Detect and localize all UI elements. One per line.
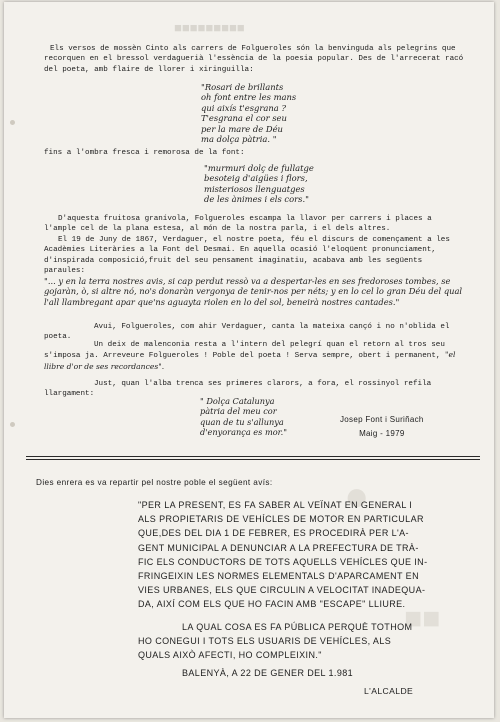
notice-body: "PER LA PRESENT, ES FA SABER AL VEÏNAT EN GENERAL I ALS PROPIETARIS DE VEHÍCLES DE MOTOR EN PARTICULAR QUE,DES DEL DIA 1 DE FEBRER, ES PROCEDIRÀ PER L'A- GENT MUNICIPAL A DENUNCIAR A LA PREFECTURA DE TRÀ- FIC ELS CONDUCTORS DE TOTS AQUELLS VEHÍCLES QUE IN- FRINGEIXIN LES NORMES ELEMENTALS D'APARCAMENT EN VIES URBANES, ELS QUE CIRCULIN A VELOCITAT INADEQUA- DA, AIXÍ COM ELS QUE HO FACIN AMB "ESCAPE" LLIURE. <box>138 500 428 610</box>
section-divider-2 <box>26 459 480 460</box>
place-date: BALENYÀ, A 22 DE GENER DEL 1.981 <box>182 668 354 678</box>
paragraph-5: Just, quan l'alba trenca ses primeres clarors, a fora, el rossinyol refila llargament: <box>44 380 432 399</box>
paragraph-3: Avui, Folgueroles, com ahir Verdaguer, canta la mateixa cançó i no n'oblida el poeta. <box>44 323 450 342</box>
verse-1: "Rosari de brillants oh font entre les mans qui aixís t'esgrana ? T'esgrana el cor seu per la mare de Déu ma dolça pàtria. " <box>201 82 297 145</box>
paragraph-4: Un deix de malenconia resta a l'intern del pelegrí quan el retorn al tros seu s'imposa ja. Arreveure Folgueroles ! Poble del poeta ! Serva sempre, obert i permanent, "el llibre d'or de ses recordances". <box>44 341 456 371</box>
bleed-through: ● <box>344 472 370 519</box>
author-signature <box>340 414 424 440</box>
author-name: Josep Font i Suriñach <box>340 415 424 424</box>
signer: L'ALCALDE <box>364 686 414 696</box>
binding-hole <box>10 120 15 125</box>
document-page <box>4 2 494 718</box>
binding-hole <box>10 422 15 427</box>
notice-intro: Dies enrera es va repartir pel nostre poble el següent avís: <box>36 478 273 487</box>
bleed-through: ■■ <box>404 602 441 635</box>
author-date: Maig - 1979 <box>359 429 405 438</box>
verdaguer-quote: "... y en la terra nostres avis, si cap perdut ressò va a despertar-les en ses fredoroses tombes, se gojaràn, ò, si altre nó, no's donaràn vergonya de tenir-nos per néts; y en lo cel lo gran Déu del qual l'all llambregant apar que'ns aguayta riolen en lo del sol, beneirà nostres cantades." <box>44 276 463 307</box>
verse-2: "murmuri dolç de fullatge besoteig d'aigües i flors, misteriosos llenguatges de les ànimes i els cors." <box>204 163 314 205</box>
notice-body-2: LA QUAL COSA ES FA PÚBLICA PERQUÈ TOTHOM HO CONEGUI I TOTS ELS USUARIS DE VEHÍCLES, ALS QUALS AIXÒ AFECTI, HO COMPLEIXIN." <box>138 622 413 661</box>
poem-intro: Els versos de mossèn Cinto als carrers de Folgueroles són la benvinguda als pelegrins que recorquen en el bressol verdaguerià l'essència de la poesia popular. Des de l'arrecerat racó del poeta, amb flaire de llorer i xiringuilla: <box>44 45 464 74</box>
section-divider <box>26 456 480 457</box>
shade-line: fins a l'ombra fresca i remorosa de la font: <box>44 149 245 157</box>
bleed-through: ■■■■■■■■■ <box>174 20 245 35</box>
paragraph-1: D'aquesta fruitosa granívola, Folgueroles escampa la llavor per carrers i places a l'ample cel de la plana estesa, al món de la nostra parla, i el dels altres. <box>44 215 432 234</box>
paragraph-2: El 19 de Juny de 1867, Verdaguer, el nostre poeta, féu el discurs de començament a les Acadèmies Literàries a la Font del Desmai. En aquella ocasió l'eloqüent pronunciament, d'inspirada composició,fruit del seu pensament imaginatiu, acabava amb les següents paraules: <box>44 236 450 275</box>
verse-3: " Dolça Catalunya pàtria del meu cor quan de tu s'allunya d'enyorança es mor." <box>200 396 288 438</box>
